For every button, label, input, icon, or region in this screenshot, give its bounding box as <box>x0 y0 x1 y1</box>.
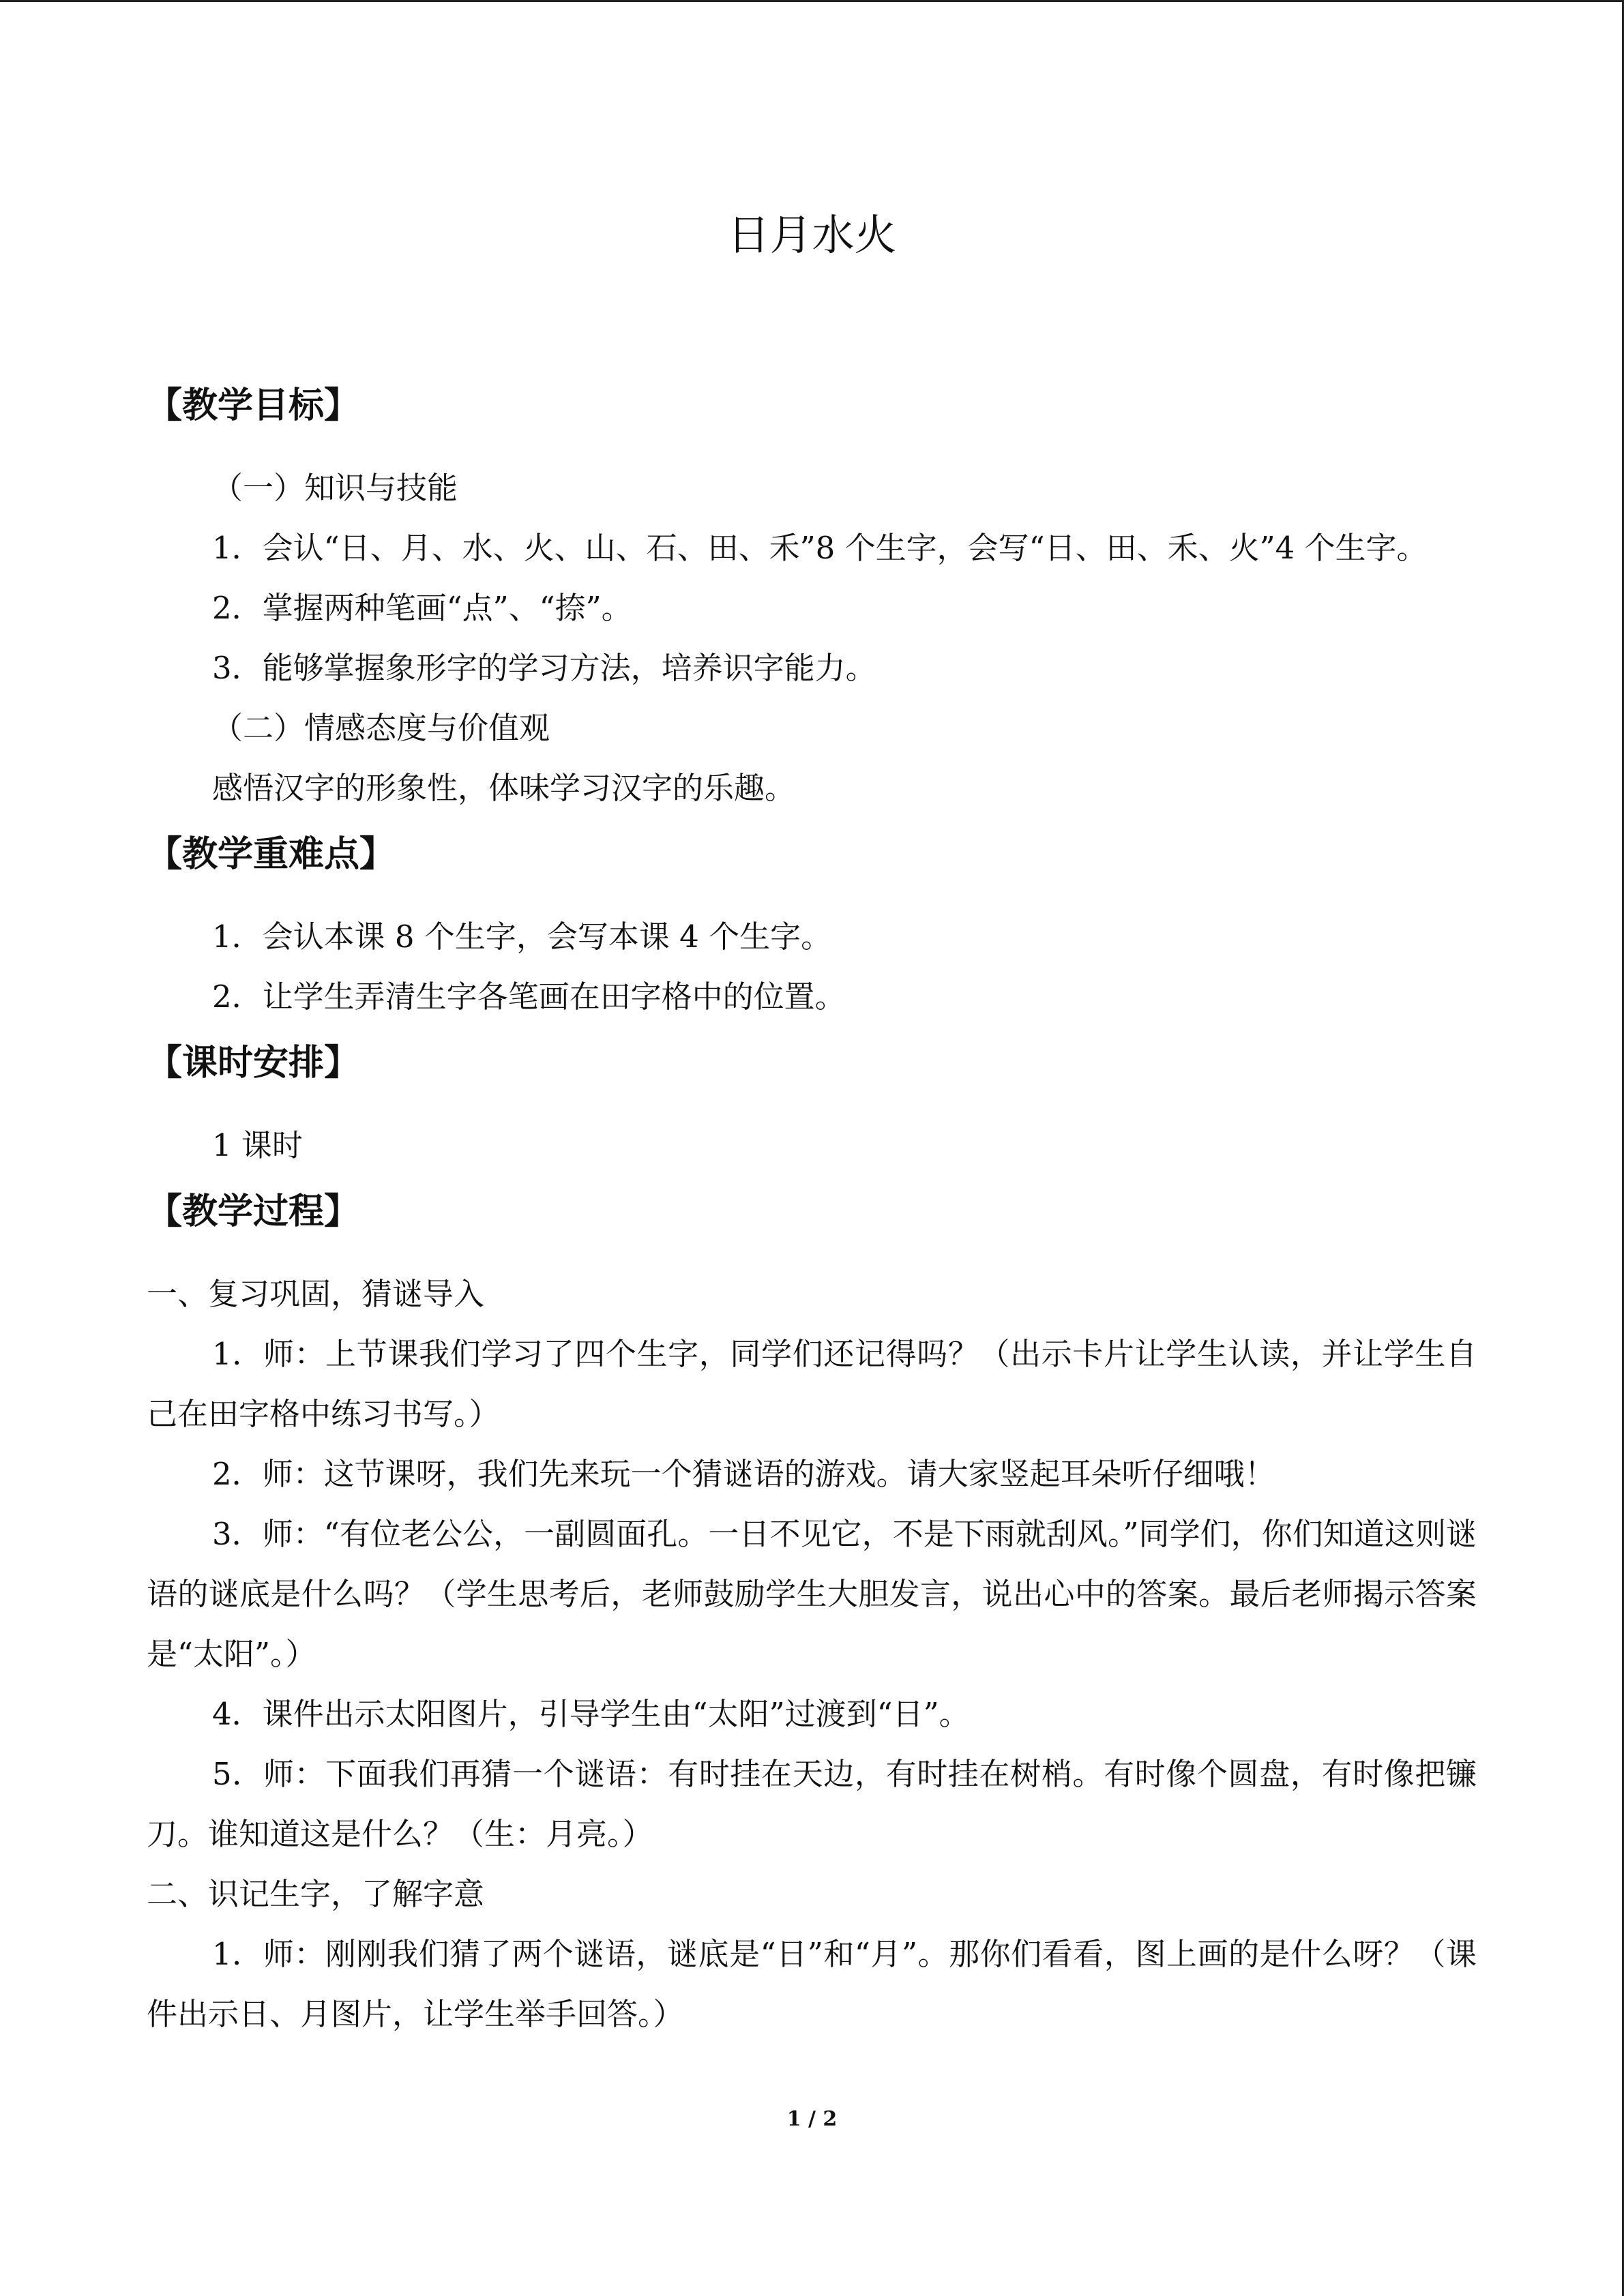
process-part-2-title: 二、识记生字，了解字意 <box>147 1876 485 1912</box>
process-part-1-title: 一、复习巩固，猜谜导入 <box>147 1276 485 1312</box>
section-heading-process: 【教学过程】 <box>147 1191 360 1232</box>
schedule-text: 1 课时 <box>212 1127 303 1163</box>
goals-subheading-emotion: （二）情感态度与价值观 <box>212 710 550 746</box>
process-paragraph-6: 1．师：刚刚我们猜了两个谜语，谜底是“日”和“月”。那你们看看，图上画的是什么呀？（课件出示日、月图片，让学生举手回答。） <box>147 1936 1477 2032</box>
goals-subheading-knowledge: （一）知识与技能 <box>212 470 458 506</box>
key-points-item-2: 2．让学生弄清生字各笔画在田字格中的位置。 <box>212 979 846 1015</box>
process-paragraph-2: 2．师：这节课呀，我们先来玩一个猜谜语的游戏。请大家竖起耳朵听仔细哦！ <box>212 1456 1275 1492</box>
process-paragraph-3: 3．师：“有位老公公，一副圆面孔。一日不见它，不是下雨就刮风。”同学们，你们知道这则谜语的谜底是什么吗？（学生思考后，老师鼓励学生大胆发言，说出心中的答案。最后老师揭示答案是“太阳”。） <box>147 1516 1477 1672</box>
goals-item-1: 1．会认“日、月、水、火、山、石、田、禾”8 个生字，会写“日、田、禾、火”4 个生字。 <box>212 530 1428 566</box>
page-number: 1 / 2 <box>786 2107 838 2131</box>
section-heading-key-points: 【教学重难点】 <box>147 834 396 875</box>
process-paragraph-1: 1．师：上节课我们学习了四个生字，同学们还记得吗？（出示卡片让学生认读，并让学生自己在田字格中练习书写。） <box>147 1336 1477 1432</box>
page-border-top <box>0 0 1624 2</box>
process-paragraph-4: 4．课件出示太阳图片，引导学生由“太阳”过渡到“日”。 <box>212 1696 970 1732</box>
goals-item-2: 2．掌握两种笔画“点”、“捺”。 <box>212 590 632 626</box>
goals-item-3: 3．能够掌握象形字的学习方法，培养识字能力。 <box>212 650 876 686</box>
key-points-item-1: 1．会认本课 8 个生字，会写本课 4 个生字。 <box>212 919 832 955</box>
document-body <box>147 382 1477 2044</box>
process-paragraph-5: 5．师：下面我们再猜一个谜语：有时挂在天边，有时挂在树梢。有时像个圆盘，有时像把镰刀。谁知道这是什么？（生：月亮。） <box>147 1756 1477 1852</box>
document-title: 日月水火 <box>727 210 897 260</box>
section-heading-goals: 【教学目标】 <box>147 385 360 426</box>
goals-emotion-text: 感悟汉字的形象性，体味学习汉字的乐趣。 <box>212 770 796 806</box>
section-heading-schedule: 【课时安排】 <box>147 1043 360 1084</box>
